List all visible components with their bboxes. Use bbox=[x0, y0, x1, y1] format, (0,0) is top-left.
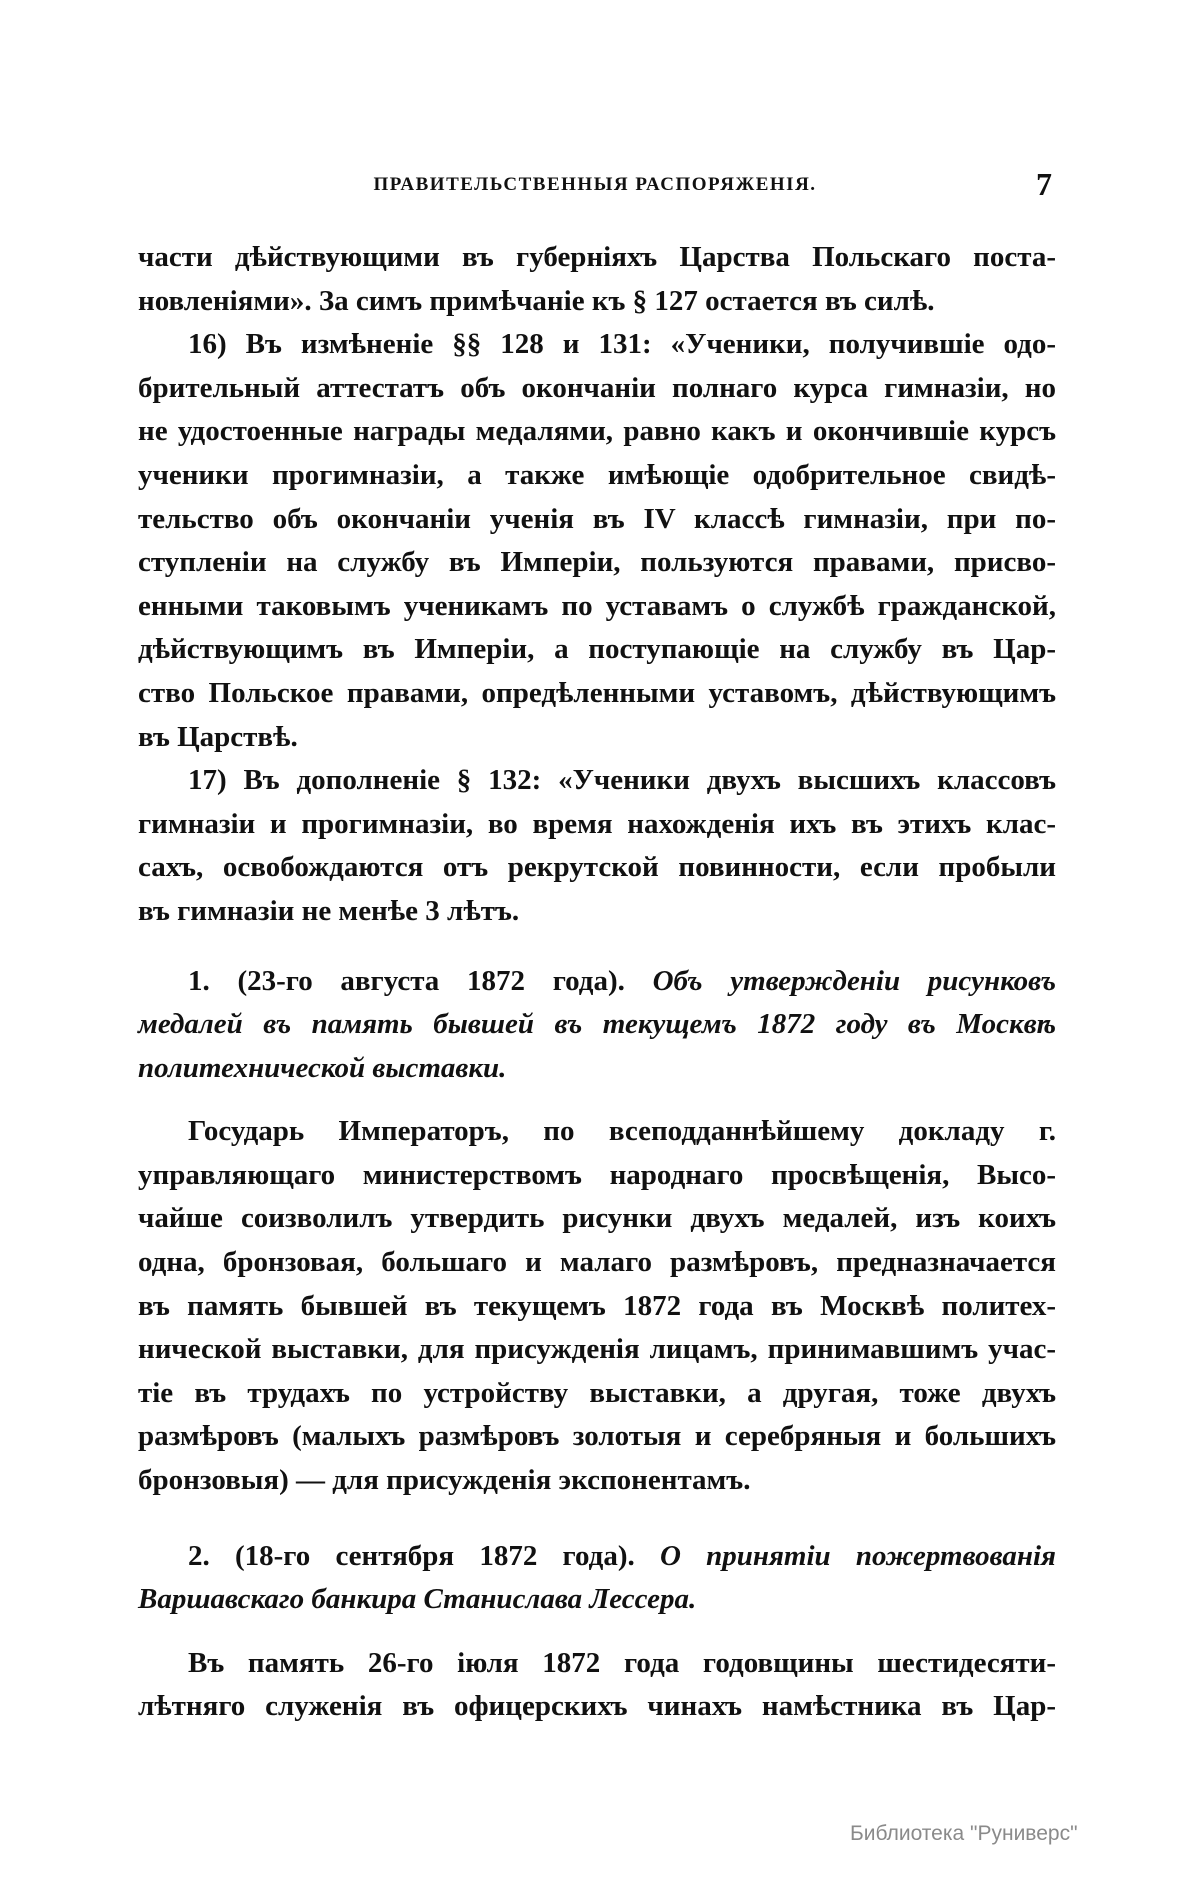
text-line bbox=[138, 1372, 1056, 1416]
text-line bbox=[138, 1047, 1056, 1091]
line-text: одна, бронзовая, большаго и малаго размѣровъ, предназначается bbox=[138, 1246, 1056, 1279]
paragraph bbox=[138, 236, 1056, 323]
text-line bbox=[138, 498, 1056, 542]
line-text: тельство объ окончаніи ученія въ IV классѣ гимназіи, при по- bbox=[138, 502, 1056, 535]
text-line bbox=[138, 960, 1056, 1004]
text-line bbox=[138, 890, 1056, 934]
text-line bbox=[138, 1642, 1056, 1686]
line-text: 17) Въ дополненіе § 132: «Ученики двухъ высшихъ классовъ bbox=[188, 764, 1056, 797]
line-text: ученики прогимназіи, а также имѣющіе одобрительное свидѣ- bbox=[138, 458, 1056, 491]
line-text: нической выставки, для присужденія лицамъ, принимавшимъ учас- bbox=[138, 1333, 1056, 1366]
line-italic-title: медалей въ память бывшей въ текущемъ 1872 году въ Москвѣ bbox=[138, 1008, 1056, 1041]
line-text: лѣтняго служенія въ офицерскихъ чинахъ намѣстника въ Цар- bbox=[138, 1690, 1056, 1723]
paragraph bbox=[138, 1642, 1056, 1729]
paragraph bbox=[138, 1535, 1056, 1622]
page-body bbox=[138, 236, 1056, 1729]
line-text: чайше соизволилъ утвердить рисунки двухъ медалей, изъ коихъ bbox=[138, 1202, 1056, 1235]
text-line bbox=[138, 236, 1056, 280]
line-text: бронзовыя) — для присужденія экспонентамъ. bbox=[138, 1464, 751, 1497]
text-line bbox=[138, 1535, 1056, 1579]
line-text: 16) Въ измѣненіе §§ 128 и 131: «Ученики, получившіе одо- bbox=[188, 328, 1056, 361]
line-text: ступленіи на службу въ Имперіи, пользуются правами, присво- bbox=[138, 546, 1056, 579]
line-text: енными таковымъ ученикамъ по уставамъ о службѣ гражданской, bbox=[138, 589, 1056, 622]
text-line bbox=[138, 280, 1056, 324]
text-line bbox=[138, 1154, 1056, 1198]
line-text: тіе въ трудахъ по устройству выставки, а другая, тоже двухъ bbox=[138, 1376, 1056, 1409]
line-text: Государь Императоръ, по всеподданнѣйшему докладу г. bbox=[188, 1115, 1056, 1148]
text-line bbox=[138, 1459, 1056, 1503]
text-line bbox=[138, 323, 1056, 367]
line-text: 2. (18-го сентября 1872 года). bbox=[188, 1539, 660, 1572]
library-watermark: Библиотека "Руниверс" bbox=[850, 1822, 1078, 1845]
text-line bbox=[138, 410, 1056, 454]
text-line bbox=[138, 1197, 1056, 1241]
line-text: дѣйствующимъ въ Имперіи, а поступающіе на службу въ Цар- bbox=[138, 633, 1056, 666]
page-number: 7 bbox=[1036, 166, 1052, 202]
paragraph bbox=[138, 960, 1056, 1091]
text-line bbox=[138, 1110, 1056, 1154]
text-line bbox=[138, 759, 1056, 803]
line-text: части дѣйствующими въ губерніяхъ Царства Польскаго поста- bbox=[138, 241, 1056, 273]
text-line bbox=[138, 1241, 1056, 1285]
text-line bbox=[138, 672, 1056, 716]
line-text: гимназіи и прогимназіи, во время нахожденія ихъ въ этихъ клас- bbox=[138, 807, 1056, 840]
text-line bbox=[138, 585, 1056, 629]
line-text: въ Царствѣ. bbox=[138, 720, 298, 753]
line-text: 1. (23-го августа 1872 года). bbox=[188, 964, 653, 997]
line-text: брительный аттестатъ объ окончаніи полнаго курса гимназіи, но bbox=[138, 371, 1056, 404]
line-italic-title: Варшавскаго банкира Станислава Лессера. bbox=[138, 1583, 697, 1616]
text-line bbox=[138, 1578, 1056, 1622]
line-text: управляющаго министерствомъ народнаго просвѣщенія, Высо- bbox=[138, 1158, 1056, 1191]
text-line bbox=[138, 716, 1056, 760]
line-text: въ память бывшей въ текущемъ 1872 года въ Москвѣ политех- bbox=[138, 1289, 1056, 1322]
line-text: новленіями». За симъ примѣчаніе къ § 127 остается въ силѣ. bbox=[138, 284, 935, 317]
text-line bbox=[138, 628, 1056, 672]
line-text: не удостоенные награды медалями, равно какъ и окончившіе курсъ bbox=[138, 415, 1056, 448]
line-italic-title: О принятіи пожертвованія bbox=[659, 1539, 1056, 1572]
line-text: ство Польское правами, опредѣленными уставомъ, дѣйствующимъ bbox=[138, 676, 1056, 709]
paragraph bbox=[138, 323, 1056, 759]
paragraph bbox=[138, 1110, 1056, 1502]
text-line bbox=[138, 1685, 1056, 1729]
text-line bbox=[138, 1328, 1056, 1372]
line-italic-title: Объ утвержденіи рисунковъ bbox=[652, 964, 1057, 997]
line-italic-title: политехнической выставки. bbox=[138, 1051, 507, 1084]
text-line bbox=[138, 454, 1056, 498]
text-line bbox=[138, 1415, 1056, 1459]
line-text: размѣровъ (малыхъ размѣровъ золотыя и серебряныя и большихъ bbox=[138, 1420, 1056, 1453]
line-text: сахъ, освобождаются отъ рекрутской повинности, если пробыли bbox=[138, 851, 1056, 884]
text-line bbox=[138, 541, 1056, 585]
line-text: Въ память 26-го іюля 1872 года годовщины шестидесяти- bbox=[188, 1646, 1056, 1679]
line-text: въ гимназіи не менѣе 3 лѣтъ. bbox=[138, 894, 520, 927]
text-line bbox=[138, 803, 1056, 847]
text-line bbox=[138, 1003, 1056, 1047]
text-line bbox=[138, 367, 1056, 411]
running-head: ПРАВИТЕЛЬСТВЕННЫЯ РАСПОРЯЖЕНІЯ. bbox=[373, 174, 817, 195]
text-line bbox=[138, 1285, 1056, 1329]
text-line bbox=[138, 846, 1056, 890]
paragraph bbox=[138, 759, 1056, 933]
